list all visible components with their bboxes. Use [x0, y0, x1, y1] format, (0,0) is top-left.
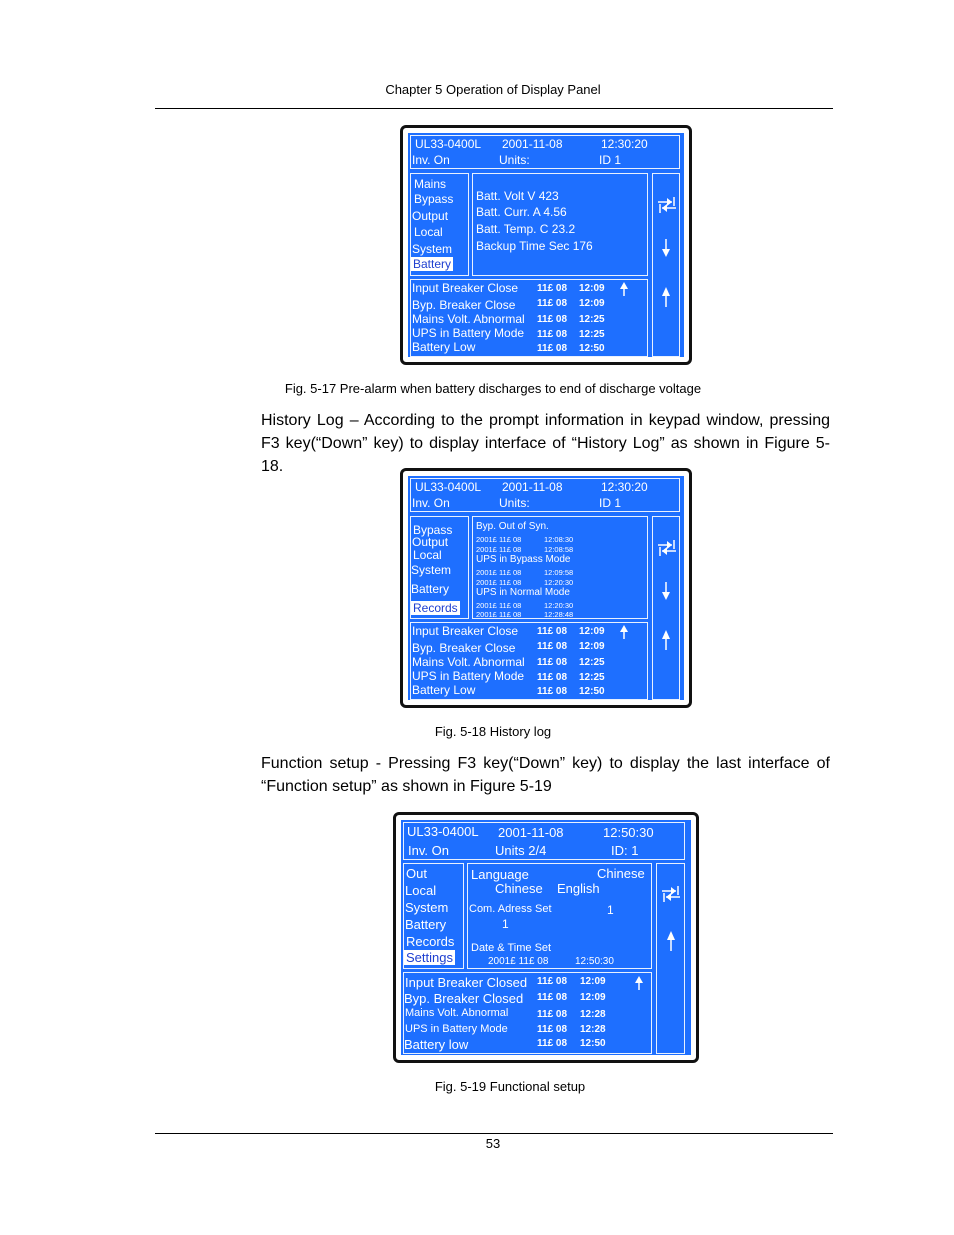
enter-key-icon[interactable] — [657, 540, 677, 556]
event-date: 11£ 08 — [537, 657, 568, 668]
fig19-display — [393, 812, 699, 1063]
event-time: 12:28 — [580, 1024, 606, 1035]
fig19-caption: Fig. 5-19 Functional setup — [434, 1079, 586, 1094]
event-name: UPS in Battery Mode — [405, 1023, 508, 1035]
menu-item-mains[interactable]: Mains — [414, 177, 447, 191]
record-time: 12:09:58 — [544, 568, 574, 577]
event-name: Mains Volt. Abnormal — [412, 655, 525, 669]
record-date: 2001£ 11£ 08 — [476, 535, 522, 544]
record-date: 2001£ 11£ 08 — [476, 568, 522, 577]
menu-item-local[interactable]: Local — [413, 548, 442, 562]
record-time: 12:08:58 — [544, 545, 574, 554]
event-name: Battery Low — [412, 340, 476, 354]
event-date: 11£ 08 — [537, 1009, 568, 1020]
language-label: Language — [471, 867, 529, 882]
fig17-menu — [410, 173, 469, 276]
event-name: Input Breaker Close — [412, 624, 519, 638]
menu-item-out[interactable]: Out — [406, 866, 427, 881]
menu-item-output[interactable]: Output — [412, 209, 449, 223]
units-label: Units: — [499, 496, 530, 510]
event-time: 12:09 — [579, 641, 605, 652]
event-time: 12:25 — [579, 329, 605, 340]
enter-key-icon[interactable] — [661, 886, 681, 902]
event-time: 12:09 — [579, 626, 605, 637]
enter-key-icon[interactable] — [657, 197, 677, 213]
record-time: 12:20:30 — [544, 578, 574, 587]
units-label: Units: — [499, 153, 530, 167]
menu-item-output[interactable]: Output — [412, 535, 449, 549]
down-key-icon[interactable] — [662, 239, 670, 257]
menu-item-local[interactable]: Local — [405, 883, 437, 898]
event-time: 12:50 — [579, 686, 605, 697]
fig18-keypad — [652, 516, 680, 700]
menu-item-records-selected[interactable]: Records — [413, 601, 458, 615]
model-label: UL33-0400L — [407, 824, 479, 839]
id-label: ID: 1 — [611, 843, 639, 858]
com-address-label: Com. Adress Set — [469, 903, 552, 915]
event-name: Mains Volt. Abnormal — [412, 312, 525, 326]
fig17-event-list — [410, 279, 648, 357]
event-name: Byp. Breaker Close — [412, 641, 516, 655]
event-date: 11£ 08 — [537, 298, 568, 309]
fig19-keypad — [656, 863, 685, 1054]
record-title: Byp. Out of Syn. — [476, 521, 549, 532]
date-time-date[interactable]: 2001£ 11£ 08 — [488, 956, 549, 967]
date-label: 2001-11-08 — [502, 480, 563, 494]
event-time: 12:25 — [579, 672, 605, 683]
time-label: 12:50:30 — [603, 825, 654, 840]
event-name: Battery Low — [412, 683, 476, 697]
fig18-menu — [410, 516, 469, 619]
event-time: 12:25 — [579, 657, 605, 668]
up-key-icon[interactable] — [667, 931, 675, 951]
status-label: Inv. On — [408, 843, 449, 858]
scroll-up-small-icon — [635, 976, 643, 990]
event-time: 12:09 — [580, 976, 606, 987]
menu-item-local[interactable]: Local — [414, 225, 443, 239]
date-time-time[interactable]: 12:50:30 — [575, 956, 614, 967]
menu-item-system[interactable]: System — [405, 900, 449, 915]
record-title: UPS in Normal Mode — [476, 587, 570, 598]
event-name: Byp. Breaker Close — [412, 298, 516, 312]
event-time: 12:50 — [579, 343, 605, 354]
up-key-icon[interactable] — [662, 287, 670, 307]
down-key-icon[interactable] — [662, 582, 670, 600]
time-label: 12:30:20 — [601, 480, 648, 494]
page-number: 53 — [485, 1136, 501, 1151]
backup-time-row: Backup Time Sec 176 — [476, 239, 593, 253]
event-time: 12:50 — [580, 1038, 606, 1049]
scroll-up-small-icon — [620, 282, 628, 296]
record-date: 2001£ 11£ 08 — [476, 610, 522, 619]
event-date: 11£ 08 — [537, 283, 568, 294]
record-title: UPS in Bypass Mode — [476, 554, 571, 565]
menu-item-battery[interactable]: Battery — [411, 582, 450, 596]
fig18-status-bar — [410, 478, 680, 512]
fig19-menu — [403, 863, 464, 969]
menu-item-battery[interactable]: Battery — [405, 917, 447, 932]
status-label: Inv. On — [412, 496, 450, 510]
batt-curr-row: Batt. Curr. A 4.56 — [476, 205, 567, 219]
event-time: 12:28 — [580, 1009, 606, 1020]
event-name: Input Breaker Close — [412, 281, 519, 295]
record-time: 12:08:30 — [544, 535, 574, 544]
status-label: Inv. On — [412, 153, 450, 167]
id-label: ID 1 — [599, 496, 622, 510]
event-name: UPS in Battery Mode — [412, 326, 525, 340]
page-header: Chapter 5 Operation of Display Panel — [385, 82, 601, 97]
menu-item-battery-selected[interactable]: Battery — [413, 257, 452, 271]
time-label: 12:30:20 — [601, 137, 648, 151]
model-label: UL33-0400L — [415, 480, 482, 494]
record-time: 12:20:30 — [544, 601, 574, 610]
event-date: 11£ 08 — [537, 641, 568, 652]
menu-item-records[interactable]: Records — [406, 934, 455, 949]
model-label: UL33-0400L — [415, 137, 482, 151]
event-date: 11£ 08 — [537, 686, 568, 697]
event-name: Input Breaker Closed — [405, 975, 528, 990]
record-date: 2001£ 11£ 08 — [476, 578, 522, 587]
event-date: 11£ 08 — [537, 1038, 568, 1049]
com-address-value[interactable]: 1 — [607, 903, 614, 917]
date-label: 2001-11-08 — [498, 825, 564, 840]
event-name: Battery low — [404, 1037, 469, 1052]
header-rule — [155, 108, 833, 109]
paragraph-history-log: History Log – According to the prompt information in keypad window, pressing F3 key(“Down” key) to display interface of “History Log” as shown in Figure 5-18. — [261, 412, 830, 475]
event-time: 12:25 — [579, 314, 605, 325]
up-key-icon[interactable] — [662, 630, 670, 650]
record-date: 2001£ 11£ 08 — [476, 601, 522, 610]
event-time: 12:09 — [579, 283, 605, 294]
footer-rule — [155, 1133, 833, 1134]
event-date: 11£ 08 — [537, 672, 568, 683]
event-name: Byp. Breaker Closed — [404, 991, 524, 1006]
fig17-keypad — [652, 173, 680, 357]
date-label: 2001-11-08 — [502, 137, 563, 151]
fig17-caption: Fig. 5-17 Pre-alarm when battery discharges to end of discharge voltage — [284, 381, 702, 396]
fig18-caption: Fig. 5-18 History log — [434, 724, 552, 739]
language-option-chinese[interactable]: Chinese — [495, 881, 543, 896]
fig17-info-panel — [472, 173, 648, 276]
paragraph-function-setup: Function setup - Pressing F3 key(“Down” key) to display the last interface of “Function setup” as shown in Figure 5-19 — [261, 755, 830, 795]
fig19-status-bar — [403, 822, 685, 860]
language-value[interactable]: Chinese — [597, 866, 645, 881]
event-date: 11£ 08 — [537, 992, 568, 1003]
fig18-records-panel — [472, 516, 648, 619]
id-label: ID 1 — [599, 153, 622, 167]
menu-item-bypass[interactable]: Bypass — [413, 523, 453, 537]
batt-volt-row: Batt. Volt V 423 — [476, 189, 559, 203]
event-name: UPS in Battery Mode — [412, 669, 525, 683]
event-time: 12:09 — [579, 298, 605, 309]
menu-item-settings-selected[interactable]: Settings — [406, 950, 453, 965]
event-date: 11£ 08 — [537, 1024, 568, 1035]
menu-item-system[interactable]: System — [412, 242, 453, 256]
event-date: 11£ 08 — [537, 626, 568, 637]
menu-item-system[interactable]: System — [411, 563, 452, 577]
fig18-event-list — [410, 622, 648, 700]
fig19-settings-panel — [467, 863, 652, 969]
date-time-label: Date & Time Set — [471, 942, 552, 954]
menu-item-bypass[interactable]: Bypass — [414, 192, 454, 206]
fig17-display — [400, 125, 692, 365]
event-date: 11£ 08 — [537, 976, 568, 987]
batt-temp-row: Batt. Temp. C 23.2 — [476, 222, 576, 236]
record-date: 2001£ 11£ 08 — [476, 545, 522, 554]
record-time: 12:28:48 — [544, 610, 574, 619]
event-date: 11£ 08 — [537, 314, 568, 325]
units-label: Units 2/4 — [495, 843, 547, 858]
language-option-english[interactable]: English — [557, 881, 600, 896]
event-time: 12:09 — [580, 992, 606, 1003]
com-address-input[interactable]: 1 — [502, 917, 509, 931]
fig19-event-list — [403, 972, 652, 1054]
scroll-up-small-icon — [620, 625, 628, 639]
fig18-display — [400, 468, 692, 708]
event-date: 11£ 08 — [537, 343, 568, 354]
event-date: 11£ 08 — [537, 329, 568, 340]
fig17-status-bar — [410, 135, 680, 169]
event-name: Mains Volt. Abnormal — [405, 1007, 509, 1019]
